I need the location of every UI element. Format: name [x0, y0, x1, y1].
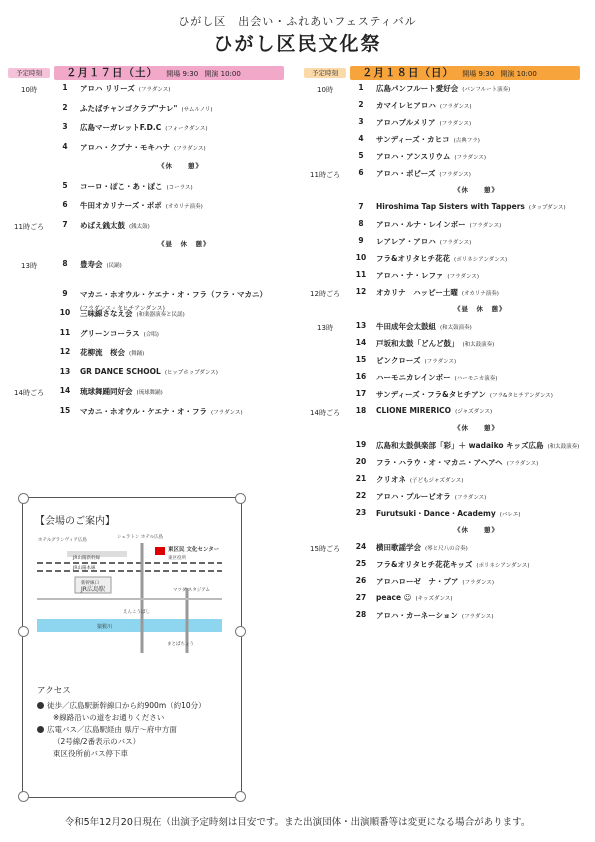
program-genre: (フラダンス) — [461, 614, 494, 620]
day1-open: 開場 9:30 — [166, 70, 199, 78]
day2-open: 開場 9:30 — [462, 70, 495, 78]
program-name-wrap — [376, 610, 493, 621]
program-row — [8, 308, 298, 322]
program-row — [8, 181, 298, 195]
break-label: 《休 憩》 — [158, 162, 203, 170]
program-number: 4 — [62, 141, 68, 151]
program-name-wrap — [376, 253, 507, 264]
program-name-wrap — [376, 270, 479, 281]
program-genre: (古典フラ) — [453, 138, 480, 144]
program-row — [304, 593, 594, 607]
program-row — [304, 559, 594, 573]
program-name: アロハプルメリア — [376, 118, 436, 127]
program-row — [304, 287, 594, 301]
break-label: 《休 憩》 — [454, 526, 499, 534]
program-row — [304, 219, 594, 233]
program-name-wrap — [376, 83, 510, 94]
access-line — [37, 700, 206, 711]
program-genre: (和太鼓演奏) — [547, 444, 580, 450]
program-name: アロハ・カーネーション — [376, 611, 458, 620]
program-number: 25 — [355, 559, 367, 568]
program-genre: (パンフルート演奏) — [462, 87, 511, 93]
program-time: 11時ごろ — [14, 222, 44, 231]
program-row — [304, 542, 594, 556]
access-text: 徒歩／広島駅新幹線口から約900m（約10分） — [47, 701, 206, 710]
program-name-wrap — [376, 202, 566, 211]
program-genre: (サムルノリ) — [181, 106, 213, 113]
program-name-wrap — [80, 308, 185, 319]
program-number: 9 — [62, 288, 68, 298]
program-number: 6 — [62, 200, 68, 209]
program-row — [8, 142, 298, 156]
program-number: 10 — [355, 253, 367, 262]
program-number: 9 — [358, 236, 364, 245]
program-time: 10時 — [317, 86, 333, 94]
access-text: ※線路沿いの道をお通りください — [53, 713, 165, 722]
footer-note: 令和5年12月20日現在（出演予定時刻は目安です。また出演団体・出演順番等は変更になる場合があります。 — [64, 817, 531, 828]
schedule-time-tag: 予定時刻 — [8, 68, 50, 78]
break-label: 《休 憩》 — [454, 186, 499, 194]
break-row — [304, 304, 594, 318]
pushpin-icon — [18, 626, 29, 637]
program-genre: (子どもジャズダンス) — [409, 478, 464, 484]
program-genre-sub: (フラダンス・タヒチアンダンス) — [80, 305, 165, 312]
program-genre: (オカリナ演奏) — [461, 291, 499, 297]
program-name-wrap — [376, 168, 471, 179]
program-name: ハーモニカレインボー — [376, 373, 451, 382]
program-name-wrap — [376, 508, 521, 519]
program-genre: (バレエ) — [499, 512, 521, 518]
program-row — [304, 457, 594, 471]
program-time: 12時ごろ — [310, 290, 340, 298]
map-label-hotel2: シェラトン ホテル広島 — [117, 535, 164, 540]
program-name: クリオネ — [376, 475, 406, 484]
program-genre: (フラダンス) — [424, 359, 457, 365]
program-number: 3 — [358, 117, 364, 126]
program-row — [8, 288, 298, 312]
program-row — [304, 576, 594, 590]
program-name: 牛田成年会太鼓組 — [376, 322, 436, 331]
program-number: 5 — [62, 180, 68, 190]
program-name: アロハ・ポビーズ — [376, 169, 436, 178]
access-line — [53, 748, 128, 759]
program-row — [8, 220, 298, 234]
program-row — [304, 372, 594, 386]
program-number: 15 — [355, 355, 367, 364]
program-row — [304, 491, 594, 505]
program-number: 23 — [355, 508, 367, 517]
program-genre: (ハーモニカ演奏) — [454, 376, 498, 382]
program-row — [8, 259, 298, 273]
access-text: 広電バス／広島駅経由 県庁～府中方面 — [47, 725, 177, 734]
pushpin-icon — [235, 791, 246, 802]
program-row — [8, 347, 298, 361]
program-name: フラ&オリタヒチ花花キッズ — [376, 560, 473, 569]
pushpin-icon — [18, 493, 29, 504]
program-name: 戸坂和太鼓「どんど鼓」 — [376, 339, 459, 348]
program-number: 1 — [62, 83, 68, 92]
program-name: 広島パンフルート愛好会 — [376, 84, 459, 93]
map-label-river: 猿猴川 — [97, 624, 113, 630]
program-number: 21 — [355, 474, 367, 483]
program-genre: (フラダンス) — [439, 104, 472, 110]
program-number: 17 — [355, 389, 367, 398]
program-genre: (和太鼓演奏) — [462, 342, 495, 348]
program-row — [304, 236, 594, 250]
program-name: サンディーズ・フラ&タヒチアン — [376, 390, 486, 399]
program-genre: (フラダンス) — [454, 495, 487, 501]
program-number: 2 — [358, 100, 364, 109]
program-number: 16 — [355, 372, 367, 381]
program-genre: (フラダンス) — [138, 87, 171, 93]
program-name-wrap — [80, 367, 218, 376]
program-name-wrap — [376, 236, 471, 247]
venue-guide-box — [22, 497, 242, 798]
day2-start: 開演 10:00 — [500, 70, 537, 78]
program-name: アロハ リリーズ — [80, 84, 135, 93]
program-name: アロハ・ルナ・レインボー — [376, 220, 466, 229]
program-row — [304, 610, 594, 624]
program-genre: (フラダンス) — [454, 155, 487, 161]
program-time: 14時ごろ — [310, 409, 340, 417]
program-number: 11 — [355, 270, 367, 279]
venue-map — [37, 533, 222, 653]
map-label-bridge: えんこうばし — [123, 610, 150, 615]
program-name: 花柳流 桜会 — [80, 348, 125, 358]
program-name: フラ・ハラウ・オ・マカニ・アヘアヘ — [376, 458, 503, 467]
access-text: 東区役所前バス停下車 — [53, 749, 128, 758]
program-name-wrap — [376, 321, 472, 332]
program-time: 13時 — [317, 324, 333, 332]
program-name: マカニ・ホオウル・ケエナ・オ・フラ — [80, 406, 207, 416]
map-label-jr: JR広島駅 — [81, 586, 105, 593]
program-name: 広島和太鼓倶楽部「彩」＋ wadaiko キッズ広島 — [376, 441, 544, 450]
program-number: 12 — [59, 347, 71, 357]
program-name: peace ☺ — [376, 593, 412, 602]
program-row — [304, 355, 594, 369]
program-genre: (フラダンス) — [174, 145, 206, 152]
program-name: レアレア・アロハ — [376, 237, 436, 246]
program-name: マカニ・ホオウル・ケエナ・オ・フラ（フラ・マカニ） — [80, 289, 267, 299]
program-row — [304, 338, 594, 352]
program-row — [304, 270, 594, 284]
program-number: 13 — [59, 366, 71, 376]
program-number: 11 — [59, 327, 71, 337]
program-name-wrap — [376, 355, 456, 366]
program-name-wrap — [376, 389, 553, 400]
program-number: 28 — [355, 610, 367, 619]
program-name: めばえ銭太鼓 — [80, 220, 125, 230]
program-number: 14 — [355, 338, 367, 347]
program-name: アロハ・クプナ・モキハナ — [80, 142, 170, 152]
program-number: 5 — [358, 151, 364, 160]
venue-guide-title: 【会場のご案内】 — [35, 516, 115, 527]
program-name-wrap — [80, 347, 144, 358]
program-row — [304, 83, 594, 97]
pushpin-icon — [18, 791, 29, 802]
program-name: アロハ・プルービオラ — [376, 492, 451, 501]
program-name-wrap — [376, 100, 472, 111]
program-number: 6 — [358, 168, 364, 177]
program-number: 26 — [355, 576, 367, 585]
program-row — [8, 367, 298, 381]
schedule-time-tag: 予定時刻 — [304, 68, 346, 78]
program-number: 3 — [62, 122, 68, 131]
program-genre: (フラダンス) — [462, 580, 494, 586]
program-number: 2 — [62, 102, 68, 112]
program-number: 14 — [59, 386, 71, 396]
program-genre: (フォークダンス) — [165, 126, 208, 132]
program-name: コーロ・ぽこ・あ・ぽこ — [80, 181, 163, 191]
program-row — [304, 474, 594, 488]
program-name-wrap — [376, 440, 579, 451]
program-genre: (フラダンス) — [506, 461, 539, 467]
access-line — [53, 712, 164, 723]
access-line — [53, 736, 140, 747]
program-number: 12 — [355, 287, 367, 296]
program-name: オカリナ ハッピー土曜 — [376, 288, 458, 297]
program-row — [8, 386, 298, 400]
program-number: 18 — [355, 406, 367, 415]
program-name: CLIONE MIRERICO — [376, 406, 452, 415]
program-genre: (和太鼓演奏) — [440, 325, 472, 331]
day2-column — [304, 66, 594, 620]
map-label-hotel1: ホテルグランヴィア広島 — [38, 538, 87, 543]
program-row — [304, 389, 594, 403]
program-name-wrap — [376, 338, 494, 349]
program-name-wrap — [80, 386, 163, 397]
day1-date: ２月１７日（土） — [66, 67, 158, 79]
map-label-shinkansen: 新幹線口 — [81, 581, 99, 586]
program-name-wrap — [376, 593, 453, 602]
program-genre: (コーラス) — [166, 184, 193, 191]
program-number: 4 — [358, 134, 364, 143]
program-genre: (合唱) — [143, 331, 159, 338]
program-name-wrap — [376, 491, 486, 502]
map-label-stadium: マツダ スタジアム — [173, 588, 210, 593]
program-row — [304, 151, 594, 165]
program-genre: (フラダンス) — [469, 223, 502, 229]
day1-column — [8, 66, 298, 416]
access-line — [37, 724, 177, 735]
program-number: 8 — [358, 219, 364, 228]
program-name: グリーンコーラス — [80, 328, 140, 338]
program-row — [304, 168, 594, 182]
program-row — [8, 103, 298, 117]
program-number: 7 — [62, 219, 68, 229]
program-name: ピンクローズ — [376, 356, 421, 365]
program-name-wrap — [376, 219, 501, 230]
program-name-wrap — [376, 457, 538, 468]
program-name-wrap — [376, 287, 499, 298]
program-row — [8, 200, 298, 214]
program-number: 22 — [355, 491, 367, 500]
program-row — [8, 122, 298, 136]
program-genre: (フラダンス) — [439, 240, 472, 246]
program-genre: (キッズダンス) — [415, 596, 453, 602]
program-name-wrap — [80, 83, 170, 94]
program-genre: (フラダンス) — [447, 274, 479, 280]
pushpin-icon — [235, 626, 246, 637]
program-genre: (フラダンス) — [439, 121, 472, 127]
program-name: GR DANCE SCHOOL — [80, 366, 161, 376]
program-name: 牛田オカリナーズ・ポポ — [80, 201, 162, 210]
program-time: 13時 — [21, 261, 37, 270]
bullet-icon — [37, 726, 44, 733]
program-row — [8, 406, 298, 420]
break-row — [8, 239, 298, 253]
program-time: 14時ごろ — [14, 389, 44, 398]
program-name: Furutsuki・Dance・Academy — [376, 509, 496, 518]
program-genre: (銭太鼓) — [129, 223, 150, 230]
program-row — [304, 321, 594, 335]
program-name-wrap — [80, 259, 122, 270]
break-row — [304, 525, 594, 539]
program-name: アロハローゼ ナ・プア — [376, 577, 459, 586]
bullet-icon — [37, 702, 44, 709]
program-genre: (ジャズダンス) — [455, 409, 493, 415]
program-name-wrap — [376, 576, 494, 587]
program-number: 20 — [355, 457, 367, 466]
program-genre: (琴と尺八の合奏) — [425, 546, 468, 552]
program-name-wrap — [376, 406, 492, 415]
program-name-wrap — [80, 122, 208, 133]
map-label-office: 東区役所 — [168, 556, 186, 561]
program-genre: (ヒップホップダンス) — [164, 369, 218, 376]
program-name: ふたばチャンゴクラブ"ナレ" — [80, 103, 178, 113]
break-row — [304, 185, 594, 199]
program-time: 11時ごろ — [310, 171, 340, 179]
program-name-wrap — [80, 142, 206, 153]
program-number: 10 — [59, 308, 71, 318]
break-label: 《昼 休 憩》 — [454, 305, 507, 313]
program-name: 三味線さなえ会 — [80, 309, 133, 319]
program-name: 琉球舞踊同好会 — [80, 387, 133, 397]
program-name-wrap — [80, 103, 213, 114]
break-label: 《休 憩》 — [454, 424, 499, 432]
program-genre: (和楽器演奏と民謡) — [136, 312, 185, 319]
program-row — [304, 508, 594, 522]
program-row — [304, 253, 594, 267]
program-genre: (フラダンス) — [439, 172, 471, 178]
event-subtitle: ひがし区 出会い・ふれあいフェスティバル — [178, 15, 417, 28]
pushpin-icon — [235, 493, 246, 504]
program-row — [304, 117, 594, 131]
program-genre: (舞踊) — [129, 351, 145, 358]
program-name: サンディーズ・カヒコ — [376, 135, 450, 144]
program-name-wrap — [376, 151, 486, 162]
program-name-wrap — [376, 474, 463, 485]
program-genre: (フラダンス) — [210, 409, 243, 416]
program-name-wrap — [80, 406, 243, 417]
day2-header — [304, 66, 594, 80]
program-number: 7 — [358, 202, 364, 211]
program-name-wrap — [376, 372, 497, 383]
program-row — [304, 134, 594, 148]
program-row — [304, 202, 594, 216]
break-row — [8, 161, 298, 175]
program-row — [304, 406, 594, 420]
program-genre: (オカリナ演奏) — [165, 204, 203, 210]
event-title: ひがし区民文化祭 — [213, 33, 382, 55]
break-label: 《昼 休 憩》 — [158, 240, 211, 248]
program-name-wrap — [80, 328, 159, 339]
program-name: アロハ・アンスリウム — [376, 152, 451, 161]
program-name: カマイレヒアロハ — [376, 101, 436, 110]
day1-header — [8, 66, 298, 80]
program-name-wrap — [80, 289, 271, 300]
program-name-wrap — [80, 181, 193, 192]
day2-date-bar — [350, 66, 580, 80]
program-time: 10時 — [21, 86, 37, 94]
program-name: 豊寿会 — [80, 259, 103, 269]
access-title: アクセス — [37, 686, 71, 696]
program-row — [8, 83, 298, 97]
day1-date-bar — [54, 66, 284, 80]
program-genre: (民踊) — [106, 262, 122, 269]
program-name: フラ&オリタヒチ花花 — [376, 254, 451, 263]
day2-date: ２月１８日（日） — [362, 67, 454, 79]
program-name-wrap — [376, 134, 480, 145]
program-name-wrap — [376, 559, 530, 570]
program-genre: (ポリネシアンダンス) — [476, 563, 530, 569]
program-number: 15 — [59, 405, 71, 415]
access-text: （2号線/2番表示のバス） — [53, 737, 141, 746]
program-number: 19 — [355, 440, 367, 449]
program-name: アロハ・ナ・レファ — [376, 271, 444, 280]
program-genre: (タップダンス) — [528, 205, 566, 211]
program-number: 24 — [355, 542, 367, 551]
program-genre: (ポリネシアンダンス) — [454, 257, 508, 263]
program-name: 横田歌謡学会 — [376, 543, 421, 552]
break-row — [304, 423, 594, 437]
program-name-wrap — [80, 200, 203, 211]
program-name: 広島マーガレットF.D.C — [80, 123, 162, 132]
program-number: 1 — [358, 83, 364, 92]
program-row — [8, 328, 298, 342]
program-time: 15時ごろ — [310, 545, 340, 553]
program-genre: (フラ&タヒチアンダンス) — [489, 393, 553, 399]
program-name-wrap — [80, 220, 150, 231]
program-genre: (琉球舞踊) — [136, 390, 163, 397]
map-label-line2: JR山陽本線 — [73, 566, 96, 571]
map-label-line1: JR山陽新幹線 — [73, 556, 100, 561]
program-number: 13 — [355, 321, 367, 330]
map-label-matoba: まとばちょう — [167, 642, 194, 647]
program-name-wrap — [376, 117, 471, 128]
program-row — [304, 100, 594, 114]
day1-start: 開演 10:00 — [204, 70, 241, 78]
map-label-venue: 東区民 文化センター — [168, 547, 220, 553]
program-row — [304, 440, 594, 454]
program-number: 27 — [355, 593, 367, 602]
program-number: 8 — [62, 258, 68, 268]
program-name: Hiroshima Tap Sisters with Tappers — [376, 202, 525, 211]
program-name-wrap — [376, 542, 468, 553]
